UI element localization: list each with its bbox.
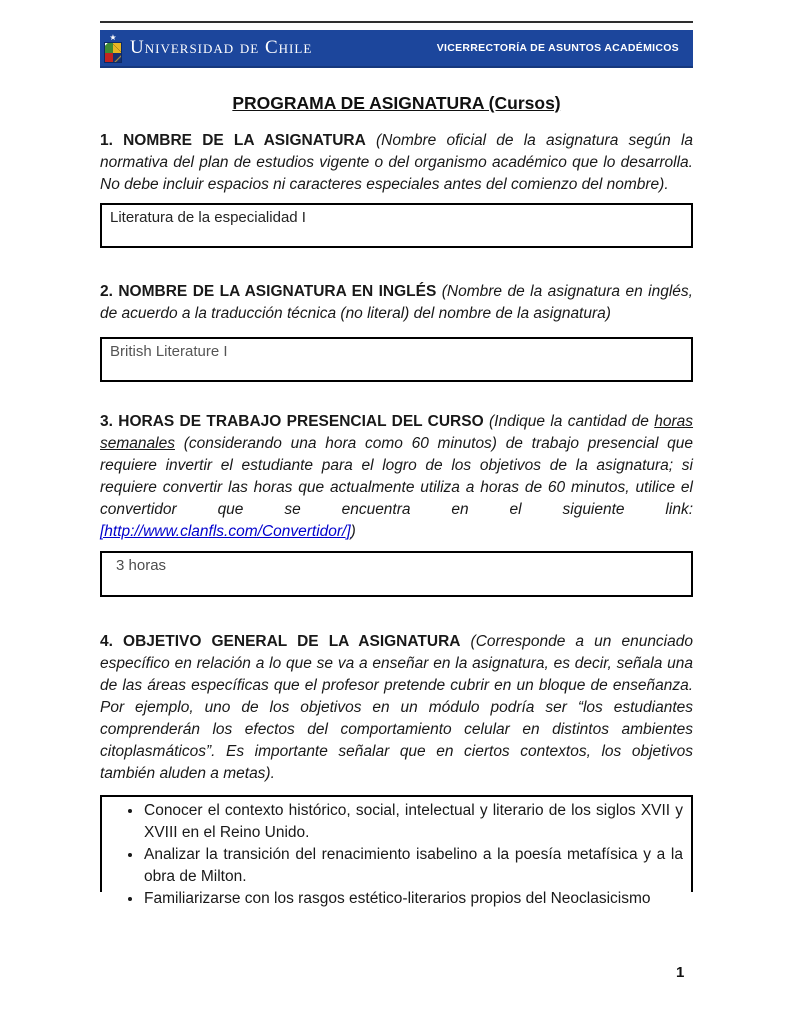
section-2-heading: 2. NOMBRE DE LA ASIGNATURA EN INGLÉS (100, 283, 437, 300)
section-4-description: (Corresponde a un enunciado específico en relación a lo que se va a enseñar en la asignatura, es decir, señala una de las áreas específicas que el profesor pretende cubrir en un bloque de enseñanza. Por ejemplo, uno de los objetivos en un módulo podría ser “los estudiantes comprenderán los efectos del comportamiento celular en distintos ambientes citoplasmáticos”. Es importante señalar que en ciertos contextos, los objetivos también aluden a metas). (100, 633, 693, 782)
objetivo-bullet-item: • Analizar la transición del renacimiento isabelino a la poesía metafísica y a la obra de Milton. (143, 844, 683, 888)
objetivo-bullet-item: • Familiarizarse con los rasgos estético-literarios propios del Neoclasicismo (143, 888, 683, 910)
section-3-description: (Indique la cantidad de horas semanales (considerando una hora como 60 minutos) de trabajo presencial que requiere invertir el estudiante para el logro de los objetivos de la asignatura; si requiere convertir las horas que actualmente utiliza a horas de 60 minutos, utilice el convertidor que se encuentra en el siguiente link: [http://www.clanfls.com/Convertidor/]) (100, 413, 694, 540)
department-banner-label: VICERRECTORÍA DE ASUNTOS ACADÉMICOS (436, 42, 679, 54)
field-objetivo-general[interactable] (100, 795, 693, 907)
field-nombre-asignatura[interactable]: Literatura de la especialidad I (100, 203, 693, 248)
section-2-description: (Nombre de la asignatura en inglés, de acuerdo a la traducción técnica (no literal) del nombre de la asignatura) (100, 283, 693, 322)
field-nombre-asignatura-ingles[interactable]: British Literature I (100, 337, 693, 382)
section-1-description: (Nombre oficial de la asignatura según la normativa del plan de estudios vigente o del organismo académico que lo desarrolla. No debe incluir espacios ni caracteres especiales antes del comienzo del nombre). (100, 132, 694, 193)
convertidor-link[interactable]: [http://www.clanfls.com/Convertidor/] (100, 523, 351, 540)
section-1-heading-paragraph (100, 130, 693, 196)
section-2-heading-paragraph (100, 281, 693, 325)
section-4-heading: 4. OBJETIVO GENERAL DE LA ASIGNATURA (100, 633, 461, 650)
crest-shield-icon (105, 43, 121, 62)
underlined-horas-semanales: horas semanales (100, 413, 694, 452)
section-1-heading: 1. NOMBRE DE LA ASIGNATURA (100, 132, 366, 149)
university-brand (105, 34, 312, 62)
crest-star-icon: ★ (109, 33, 117, 42)
section-3-heading: 3. HORAS DE TRABAJO PRESENCIAL DEL CURSO (100, 413, 484, 430)
universidad-de-chile-crest-icon (105, 34, 121, 62)
university-name: Universidad de Chile (130, 37, 313, 58)
header-top-rule (100, 21, 693, 23)
objetivo-bullet-item: • Conocer el contexto histórico, social, intelectual y literario de los siglos XVII y XVIII en el Reino Unido. (143, 800, 683, 844)
section-4-heading-paragraph (100, 631, 693, 785)
objetivo-bullet-list (102, 800, 683, 910)
page-content (100, 0, 694, 907)
section-3-heading-paragraph (100, 411, 693, 543)
university-banner (100, 30, 693, 68)
page-number: 1 (676, 964, 685, 981)
document-title: PROGRAMA DE ASIGNATURA (Cursos) (232, 93, 561, 113)
field-horas-trabajo[interactable]: 3 horas (100, 551, 693, 597)
